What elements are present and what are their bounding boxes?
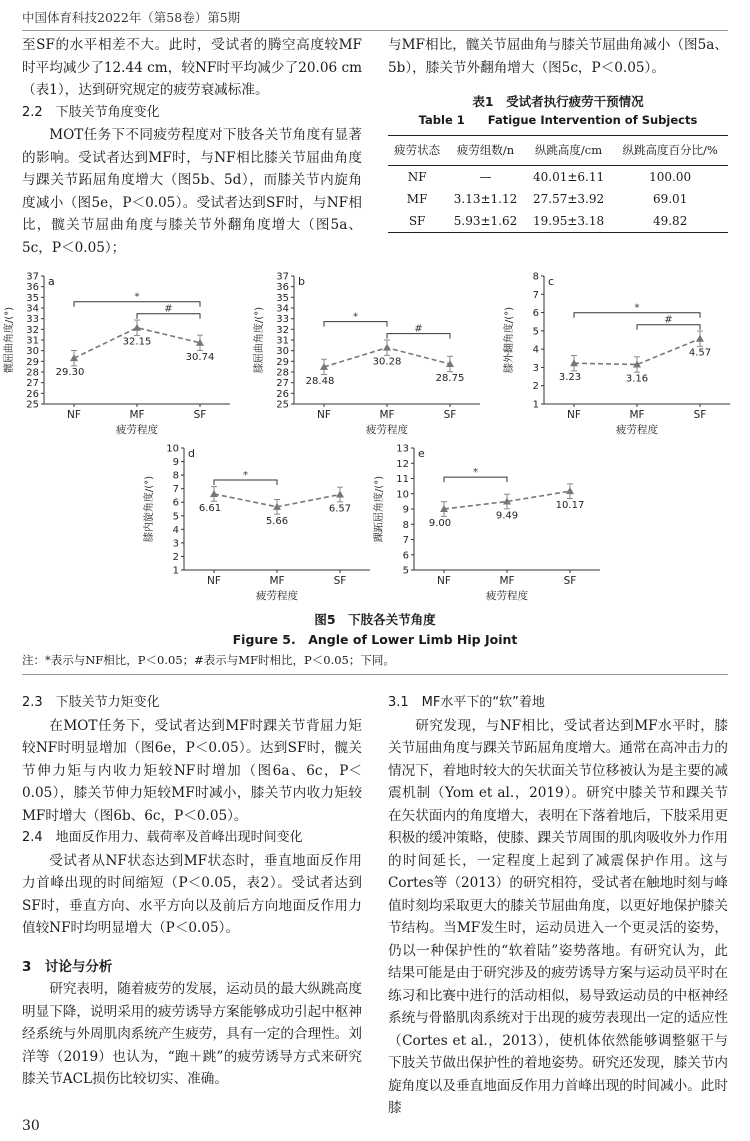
data-label: 6.57 <box>328 503 352 515</box>
bottom-left-column <box>22 692 362 1091</box>
y-tick-label: 5 <box>402 565 409 577</box>
header-rule <box>22 30 728 31</box>
x-tick-label: SF <box>193 409 207 421</box>
panel-label: b <box>298 275 305 288</box>
data-label: 3.23 <box>558 372 582 384</box>
y-tick-label: 31 <box>276 335 289 347</box>
paragraph: 研究发现，与NF相比，受试者达到MF水平时，膝关节屈曲角度与踝关节跖屈角度增大。通常在高冲击力的情况下，着地时较大的矢状面关节位移被认为是主要的减震机制（Yom et al.，2019）。研究中膝关节和踝关节在矢状面内的角度增大，表明在下落着地后，下肢采用更积极的缓冲策略，使膝、踝关节周围的肌肉吸收外力作用的时间延长，一定程度上起到了减震保护作用。这与Cortes等（2013）的研究相符，受试者在触地时刻与峰值时刻均采取更大的膝关节屈曲角度，以更好地保护膝关节结构。当MF发生时，运动员进入一个更灵活的姿势，仍以一种保护性的“软着陆”姿势落地。有研究认为，此结果可能是由于研究涉及的疲劳诱导方案与运动员平时在练习和比赛中进行的活动相似，易导致运动员的中枢神经系统与骨骼肌肉系统对于出现的疲劳表现出一定的适应性（Cortes et al.，2013），使机体依然能够调整躯干与下肢关节做出保护性的着地姿势。研究还发现，膝关节内旋角度以及垂直地面反作用力首峰出现的时间减小。此时膝 <box>388 717 728 1116</box>
y-tick-label: 5 <box>172 511 179 523</box>
y-tick-label: 37 <box>26 271 39 283</box>
y-axis-label: 膝屈曲角度/(°) <box>254 306 265 374</box>
data-point <box>336 490 344 497</box>
x-tick-label: SF <box>563 575 577 587</box>
y-tick-label: 28 <box>26 367 39 379</box>
top-left-column <box>22 34 362 259</box>
chart-panel-a <box>0 268 250 438</box>
table-header-cell: 纵跳高度百分比/% <box>612 136 728 166</box>
panel-label: e <box>418 447 425 460</box>
table-cell: NF <box>407 169 427 184</box>
table-row <box>388 165 728 188</box>
chart-panel-b <box>250 268 500 438</box>
x-tick-label: MF <box>129 409 145 421</box>
y-tick-label: 7 <box>172 484 179 496</box>
table-header-cell: 疲劳组数/n <box>446 136 525 166</box>
data-label: 28.75 <box>435 373 465 384</box>
data-label: 29.30 <box>55 367 85 379</box>
significance-mark: # <box>414 323 423 335</box>
y-tick-label: 36 <box>276 282 289 294</box>
y-tick-label: 1 <box>172 565 179 577</box>
data-point <box>566 487 574 494</box>
y-axis-label: 膝外翻角度/(°) <box>504 306 515 374</box>
table-1 <box>388 93 728 233</box>
data-point <box>383 344 391 351</box>
top-right-column <box>388 34 728 233</box>
significance-mark: * <box>134 291 140 303</box>
table-cell: 40.01±6.11 <box>532 169 605 184</box>
section-heading-3-1: 3.1 MF水平下的“软”着地 <box>388 695 545 710</box>
table-cell: — <box>479 169 492 184</box>
y-tick-label: 27 <box>26 378 39 390</box>
y-tick-label: 26 <box>276 388 289 400</box>
x-axis-label: 疲劳程度 <box>116 424 158 436</box>
y-tick-label: 8 <box>532 271 539 283</box>
y-tick-label: 3 <box>172 538 179 550</box>
y-tick-label: 35 <box>26 292 39 304</box>
y-tick-label: 30 <box>26 346 39 358</box>
data-label: 32.15 <box>122 336 152 348</box>
figure-title-en: Figure 5. Angle of Lower Limb Hip Joint <box>232 632 518 647</box>
y-tick-label: 8 <box>172 470 179 482</box>
data-label: 6.61 <box>198 502 222 514</box>
y-tick-label: 35 <box>276 292 289 304</box>
y-tick-label: 11 <box>396 474 409 485</box>
significance-mark: * <box>243 469 248 481</box>
y-tick-label: 30 <box>276 346 289 358</box>
x-axis-label: 疲劳程度 <box>486 590 528 602</box>
y-tick-label: 33 <box>276 314 289 326</box>
table-cell: 49.82 <box>612 210 728 233</box>
y-tick-label: 7 <box>532 289 539 301</box>
section-heading-2-4: 2.4 地面反作用力、载荷率及首峰出现时间变化 <box>22 830 303 845</box>
x-tick-label: SF <box>693 409 707 421</box>
x-tick-label: MF <box>629 409 645 421</box>
y-tick-label: 13 <box>396 443 409 455</box>
x-tick-label: MF <box>499 575 515 587</box>
paragraph: 至SF的水平相差不大。此时，受试者的腾空高度较MF时平均减少了12.44 cm，较NF时平均减少了20.06 cm（表1），达到研究规定的疲劳衰减标准。 <box>22 37 362 98</box>
y-tick-label: 32 <box>26 324 39 336</box>
y-tick-label: 29 <box>26 356 39 368</box>
data-label: 9.00 <box>428 518 452 529</box>
table-title: 表1 受试者执行疲劳干预情况 <box>472 94 644 109</box>
table-cell: MF <box>406 191 428 206</box>
x-tick-label: NF <box>67 409 81 421</box>
y-tick-label: 25 <box>276 399 289 411</box>
table-title-en: Table 1 Fatigue Intervention of Subjects <box>418 113 698 127</box>
y-tick-label: 4 <box>532 344 539 356</box>
table-row <box>388 188 728 210</box>
paragraph: 在MOT任务下，受试者达到MF时踝关节背屈力矩较NF时明显增加（图6e，P＜0.05）。达到SF时，髋关节伸力矩与内收力矩较NF时增加（图6a、6c，P＜0.05），膝关节伸力矩较MF时减小，膝关节内收力矩较MF时增大（图6b、6c，P＜0.05）。 <box>22 717 362 824</box>
y-axis-label: 髋屈曲角度/(°) <box>4 306 15 374</box>
y-tick-label: 2 <box>532 381 539 393</box>
page-number: 30 <box>22 1118 40 1134</box>
table-row <box>388 210 728 233</box>
data-label: 30.74 <box>185 351 215 363</box>
data-point <box>210 490 218 497</box>
y-tick-label: 37 <box>276 271 289 283</box>
y-tick-label: 25 <box>26 399 39 411</box>
y-tick-label: 5 <box>532 326 539 338</box>
figure-5 <box>0 268 750 604</box>
y-tick-label: 34 <box>26 303 39 315</box>
x-axis-label: 疲劳程度 <box>616 424 658 436</box>
y-tick-label: 9 <box>172 457 179 469</box>
panel-label: d <box>188 447 195 460</box>
x-tick-label: NF <box>567 409 581 421</box>
y-tick-label: 29 <box>276 356 289 368</box>
table-cell: 69.01 <box>652 191 688 206</box>
y-tick-label: 8 <box>402 519 409 531</box>
y-tick-label: 34 <box>276 303 289 315</box>
y-tick-label: 26 <box>26 388 39 400</box>
x-tick-label: MF <box>379 409 395 421</box>
section-heading-2-2: 2.2 下肢关节角度变化 <box>22 104 160 120</box>
x-tick-label: NF <box>207 575 221 587</box>
y-tick-label: 36 <box>26 282 39 294</box>
data-point <box>696 335 704 342</box>
data-label: 4.57 <box>688 347 712 359</box>
y-tick-label: 31 <box>26 335 39 347</box>
paragraph: 受试者从NF状态达到MF状态时，垂直地面反作用力首峰出现的时间缩短（P＜0.05，表2）。受试者达到SF时，垂直方向、水平方向以及前后方向地面反作用力值较NF时均明显增大（P＜0.05）。 <box>22 852 362 936</box>
data-label: 28.48 <box>305 375 335 387</box>
panel-label: a <box>48 275 55 288</box>
chart-panel-e <box>370 440 620 604</box>
paragraph: 研究表明，随着疲劳的发展，运动员的最大纵跳高度明显下降，说明采用的疲劳诱导方案能够成功引起中枢神经系统与外周肌肉系统产生疲劳，具有一定的合理性。刘洋等（2019）也认为，“跑＋跳”的疲劳诱导方式来研究膝关节ACL损伤比较切实、准确。 <box>22 981 362 1087</box>
table-cell: 3.13±1.12 <box>453 191 518 206</box>
x-tick-label: SF <box>333 575 347 587</box>
y-tick-label: 6 <box>172 497 179 509</box>
running-head: 中国体育科技2022年（第58卷）第5期 <box>22 10 241 25</box>
x-tick-label: NF <box>317 409 331 421</box>
y-tick-label: 10 <box>396 489 409 501</box>
significance-mark: * <box>634 302 640 314</box>
section-heading-2-3: 2.3 下肢关节力矩变化 <box>22 695 160 710</box>
y-tick-label: 4 <box>172 524 179 536</box>
x-axis-label: 疲劳程度 <box>366 424 408 436</box>
figure-note: 注：*表示与NF相比，P＜0.05；#表示与MF时相比，P＜0.05；下同。 <box>22 653 395 667</box>
y-tick-label: 3 <box>532 362 539 374</box>
chart-panel-c <box>500 268 750 438</box>
table-header-cell: 纵跳高度/cm <box>525 136 613 166</box>
table-header-cell: 疲劳状态 <box>388 136 446 166</box>
significance-mark: # <box>664 314 673 326</box>
data-label: 9.49 <box>495 510 519 522</box>
significance-mark: # <box>164 303 173 315</box>
chart-panel-d <box>140 440 390 604</box>
y-tick-label: 6 <box>402 550 409 562</box>
section-heading-3: 3 讨论与分析 <box>22 958 113 975</box>
data-label: 5.66 <box>265 515 289 527</box>
y-tick-label: 9 <box>402 504 409 516</box>
significance-mark: * <box>353 311 358 323</box>
table-header-row <box>388 136 728 166</box>
table-cell: 27.57±3.92 <box>532 191 605 206</box>
table-1-grid <box>388 135 728 233</box>
table-cell: SF <box>388 210 446 233</box>
significance-mark: * <box>473 467 478 479</box>
panel-label: c <box>548 275 555 288</box>
y-tick-label: 7 <box>402 535 409 546</box>
y-tick-label: 28 <box>276 367 289 379</box>
y-tick-label: 33 <box>26 314 39 326</box>
x-tick-label: NF <box>437 575 451 587</box>
y-tick-label: 1 <box>532 399 539 411</box>
table-cell: 100.00 <box>649 169 692 184</box>
y-tick-label: 6 <box>532 308 539 320</box>
paragraph: MOT任务下不同疲劳程度对下肢各关节角度有显著的影响。受试者达到MF时，与NF相比膝关节屈曲角度与踝关节跖屈角度增大（图5b、5d），而膝关节内旋角度减小（图5e，P＜0.05）。受试者达到SF时，与NF相比，髋关节屈曲角度与膝关节外翻角度增大（图5a、5c，P＜0.05）； <box>22 127 362 256</box>
data-point <box>133 324 141 331</box>
paragraph: 与MF相比，髋关节屈曲角与膝关节屈曲角减小（图5a、5b），膝关节外翻角增大（图5c，P＜0.05）。 <box>388 37 728 76</box>
y-axis-label: 踝跖屈角度/(°) <box>374 475 385 543</box>
y-tick-label: 32 <box>276 324 289 336</box>
x-tick-label: SF <box>443 409 457 421</box>
table-cell: 5.93±1.62 <box>446 210 525 233</box>
y-axis-label: 膝内旋角度/(°) <box>144 475 155 543</box>
data-label: 3.16 <box>625 373 649 385</box>
bottom-right-column <box>388 692 728 1120</box>
table-cell: 19.95±3.18 <box>525 210 613 233</box>
y-tick-label: 12 <box>396 458 409 470</box>
figure-title: 图5 下肢各关节角度 <box>314 612 436 627</box>
y-tick-label: 27 <box>276 378 289 390</box>
note-rule <box>22 674 728 675</box>
data-label: 30.28 <box>372 356 402 368</box>
x-axis-label: 疲劳程度 <box>256 590 298 602</box>
y-tick-label: 2 <box>172 551 179 563</box>
x-tick-label: MF <box>269 575 285 587</box>
data-label: 10.17 <box>555 500 585 512</box>
y-tick-label: 10 <box>166 443 179 455</box>
